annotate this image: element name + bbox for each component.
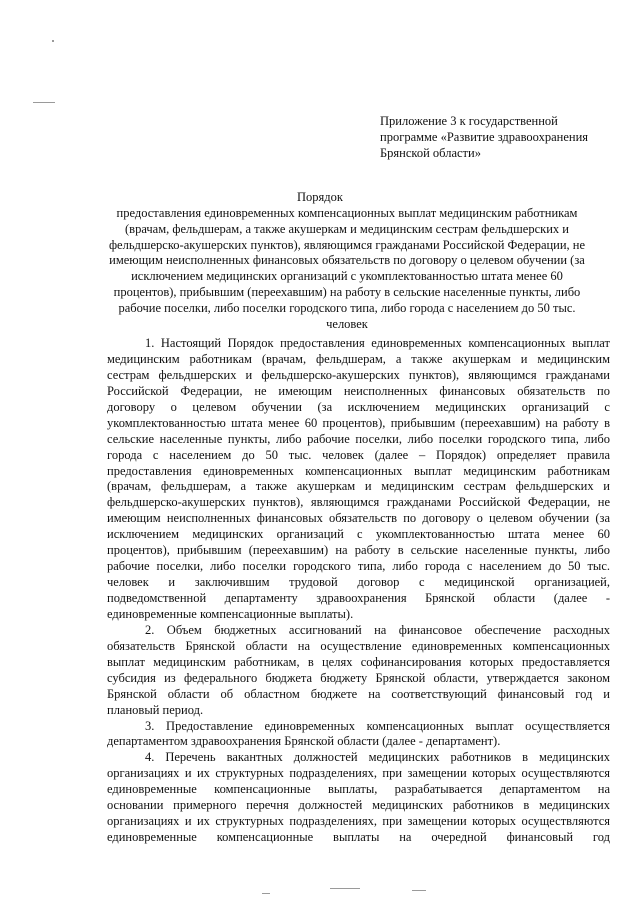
body-line: исключением медицинских организаций с укомплектованностью штата менее 60	[107, 527, 610, 542]
subtitle-line: фельдшерско-акушерских пунктов), являющимся гражданами Российской Федерации, не	[108, 237, 586, 252]
body-line: единовременные компенсационные выплаты).	[107, 606, 354, 621]
subtitle-line: исключением медицинских организаций с укомплектованностью штата менее 60	[131, 269, 563, 284]
body-line: города с населением до 50 тыс. человек (далее – Порядок) определяет правила	[107, 447, 610, 462]
body-line: сестрам фельдшерских и фельдшерско-акушерских пунктов), являющимся гражданами	[107, 367, 610, 382]
document-body	[107, 336, 610, 846]
subtitle-line: (врачам, фельдшерам, а также акушеркам и медицинским сестрам фельдшерских и	[125, 221, 569, 236]
body-line: укомплектованностью штата менее 60 процентов), прибывшим (переехавшим) на работу в	[107, 415, 610, 430]
body-line: 4. Перечень вакантных должностей медицинских работников в медицинских	[145, 750, 610, 765]
body-line: 1. Настоящий Порядок предоставления единовременных компенсационных выплат	[145, 336, 610, 350]
body-line: рабочие поселки, либо поселки городского типа, либо города с населением до 50 тыс.	[107, 559, 610, 574]
body-line: департаментом здравоохранения Брянской области (далее - департамент).	[107, 734, 501, 749]
body-line: организациях и их структурных подразделениях, при замещении которых осуществляются	[107, 766, 610, 781]
body-line: субсидия из федерального бюджета бюджету Брянской области, утверждается законом	[107, 670, 610, 685]
document-title: Порядок	[297, 190, 343, 204]
paragraph-2	[107, 623, 610, 719]
body-line: организациях и их структурных подразделениях, при замещении которых осуществляются	[107, 814, 610, 829]
body-line: сельские населенные пункты, либо рабочие поселки, либо поселки городского типа, либо	[107, 431, 610, 446]
body-line: процентов), прибывшим (переехавшим) на работу в сельские населенные пункты, либо	[107, 543, 610, 558]
body-line: (врачам, фельдшерам, а также акушеркам и медицинским сестрам фельдшерских и	[107, 479, 610, 494]
body-line: единовременные компенсационные выплаты на очередной финансовый год	[107, 830, 610, 845]
scan-mark	[412, 890, 426, 891]
paragraph-3	[107, 719, 610, 751]
subtitle-line: рабочие поселки, либо поселки городского типа, либо города с населением до 50 тыс.	[118, 300, 576, 315]
body-line: основании примерного перечня должностей медицинских работников в медицинских	[107, 798, 610, 813]
appendix-line: программе «Развитие здравоохранения	[380, 130, 589, 144]
body-line: имеющим неисполненных финансовых обязательств по договору о целевом обучении (за	[107, 511, 610, 526]
paragraph-1	[107, 336, 610, 623]
body-line: человек и заключившим трудовой договор с медицинской организацией,	[107, 575, 610, 590]
scan-mark	[33, 102, 55, 103]
body-line: предоставления единовременных компенсационных выплат медицинским работникам	[107, 463, 610, 478]
body-line: единовременные компенсационные выплаты, разрабатывается департаментом на	[107, 782, 610, 797]
body-line: обязательств Брянской области на осуществление единовременных компенсационных	[107, 638, 610, 653]
body-line: Брянской области об областном бюджете на соответствующий финансовый год и	[107, 686, 610, 701]
subtitle-line: предоставления единовременных компенсационных выплат медицинским работникам	[116, 206, 578, 220]
document-subtitle	[80, 206, 614, 332]
body-line: Российской Федерации, не имеющим неисполненных финансовых обязательств по	[107, 383, 610, 398]
body-line: договору о целевом обучении (за исключением медицинских организаций с	[107, 399, 610, 414]
subtitle-line: имеющим неисполненных финансовых обязательств по договору о целевом обучении (за	[109, 253, 585, 268]
body-line: выплат медицинским работникам, в целях софинансирования которых предоставляется	[107, 654, 610, 669]
appendix-note	[380, 113, 610, 161]
body-line: плановый период.	[107, 702, 204, 717]
body-line: подведомственной департаменту здравоохранения Брянской области (далее -	[107, 591, 610, 605]
appendix-line: Приложение 3 к государственной	[380, 114, 558, 128]
paragraph-4	[107, 750, 610, 846]
scan-mark	[262, 893, 270, 894]
body-line: 3. Предоставление единовременных компенсационных выплат осуществляется	[145, 718, 610, 733]
body-line: медицинским работникам (врачам, фельдшерам, а также акушеркам и медицинским	[107, 351, 610, 366]
scan-mark	[52, 40, 54, 42]
scan-mark	[330, 888, 360, 889]
subtitle-line: человек	[326, 316, 368, 331]
subtitle-line: процентов), прибывшим (переехавшим) на работу в сельские населенные пункты, либо	[113, 284, 581, 299]
body-line: 2. Объем бюджетных ассигнований на финансовое обеспечение расходных	[145, 622, 610, 637]
appendix-line: Брянской области»	[380, 146, 481, 160]
body-line: фельдшерско-акушерских пунктов), являющимся гражданами Российской Федерации, не	[107, 495, 610, 510]
